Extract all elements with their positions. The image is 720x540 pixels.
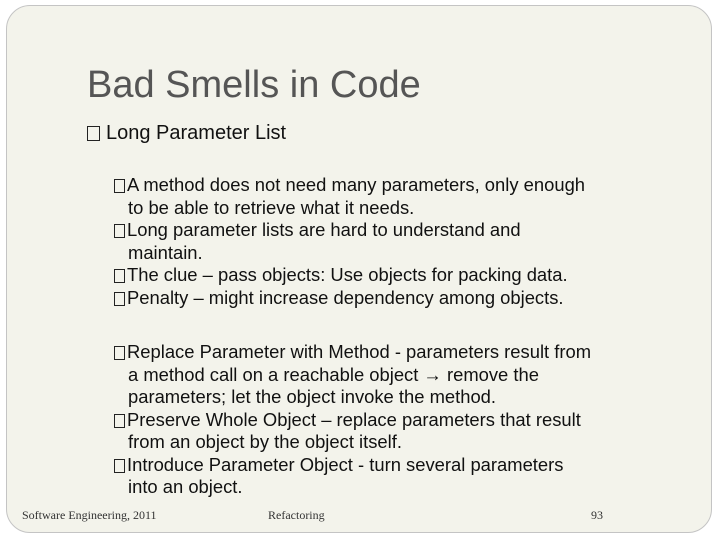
missing-glyph-box-icon — [87, 126, 100, 141]
bullet-item — [114, 264, 692, 287]
bullet-line: A method does not need many parameters, only enough — [127, 174, 586, 195]
slide-frame — [6, 5, 712, 533]
missing-glyph-box-icon — [114, 292, 125, 306]
bullet-line: to be able to retrieve what it needs. — [128, 196, 415, 218]
bullet-line: Introduce Parameter Object - turn several parameters — [127, 453, 564, 475]
slide-title: Bad Smells in Code — [87, 64, 421, 106]
bullet-line: into an object. — [128, 476, 243, 497]
footer-course: Software Engineering, 2011 — [22, 508, 157, 522]
missing-glyph-box-icon — [114, 269, 125, 283]
missing-glyph-box-icon — [114, 224, 125, 238]
bullet-item — [114, 454, 699, 499]
bullet-group-a — [114, 174, 692, 309]
missing-glyph-box-icon — [114, 179, 125, 193]
bullet-item — [114, 409, 699, 454]
footer-topic: Refactoring — [268, 508, 325, 522]
bullet-item — [114, 287, 692, 310]
missing-glyph-box-icon — [114, 459, 125, 473]
bullet-line: from an object by the object itself. — [128, 431, 402, 452]
bullet-line: Long parameter lists are hard to understand and — [127, 219, 521, 240]
bullet-line: maintain. — [128, 241, 203, 263]
missing-glyph-box-icon — [114, 346, 125, 360]
bullet-line: parameters; let the object invoke the method. — [128, 386, 497, 407]
bullet-line: Penalty – might increase dependency among objects. — [127, 286, 564, 308]
bullet-item — [114, 341, 699, 409]
bullet-group-b — [114, 341, 699, 499]
bullet-item — [114, 219, 692, 264]
bullet-line: The clue – pass objects: Use objects for packing data. — [127, 264, 568, 285]
bullet-item — [114, 174, 692, 219]
bullet-line: a method call on a reachable object → remove the — [128, 363, 539, 385]
missing-glyph-box-icon — [114, 414, 125, 428]
level1-bullet-text: Long Parameter List — [106, 122, 287, 144]
level1-bullet — [87, 122, 286, 145]
footer-page-number: 93 — [591, 508, 603, 522]
bullet-line: Replace Parameter with Method - parameters result from — [127, 341, 592, 362]
bullet-line: Preserve Whole Object – replace parameters that result — [127, 408, 581, 430]
